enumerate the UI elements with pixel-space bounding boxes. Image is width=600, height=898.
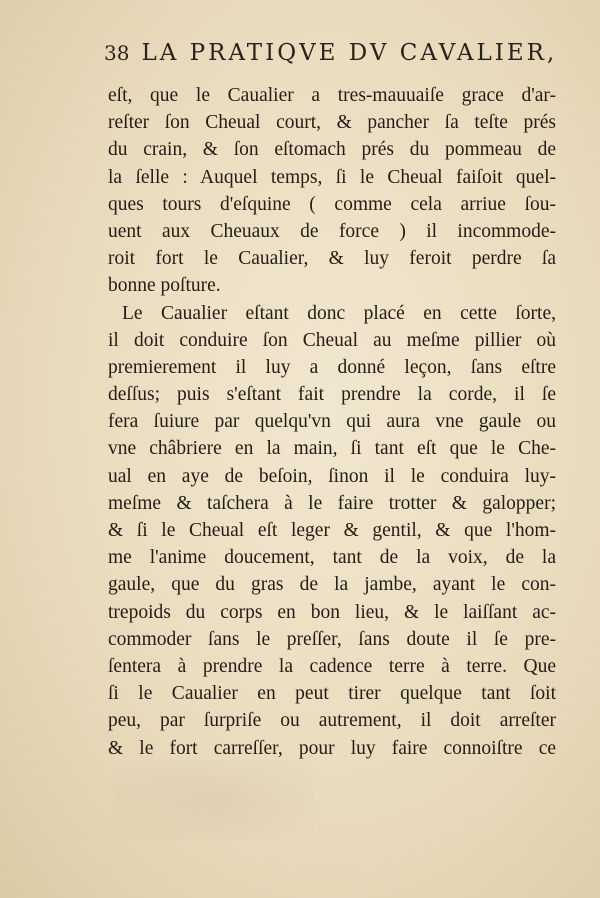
text-line: il doit conduire ſon Cheual au meſme pillier où [108,329,556,351]
text-line: gaule, que du gras de la jambe, ayant le con- [108,574,556,596]
text-line: roit fort le Caualier, & luy feroit perdre ſa [108,248,556,270]
text-line: du crain, & ſon eſtomach prés du pommeau de [108,139,556,161]
text-line: bonne poſture. [108,275,221,297]
text-line: vne châbriere en la main, ſi tant eſt que le Che- [108,438,556,460]
text-line: uent aux Cheuaux de force ) il incommode- [108,220,556,242]
text-line: premierement il luy a donné leçon, ſans eſtre [108,356,556,378]
text-line: la ſelle : Auquel temps, ſi le Cheual faiſoit quel- [108,166,556,188]
paper-stain [114,760,314,840]
text-line: meſme & taſchera à le faire trotter & galopper; [108,492,556,514]
text-line: eſt, que le Caualier a tres-mauuaiſe grace d'ar- [108,85,556,106]
text-line: fera ſuiure par quelqu'vn qui aura vne gaule ou [108,411,556,433]
page-header [104,40,564,80]
text-line: ſi le Caualier en peut tirer quelque tant ſoit [108,683,556,705]
text-line: peu, par ſurpriſe ou autrement, il doit arreſter [108,710,556,732]
text-line: & le fort carreſſer, pour luy faire connoiſtre ce [108,737,556,759]
text-line: reſter ſon Cheual court, & pancher ſa teſte prés [108,112,556,134]
text-line: commoder ſans le preſſer, ſans doute il ſe pre- [108,628,556,650]
page-number: 38 [104,41,130,65]
text-line: me l'anime doucement, tant de la voix, de la [108,547,556,569]
body-text [108,82,556,762]
paragraph-start-line: Le Caualier eſtant donc placé en cette ſorte, [122,302,556,324]
text-line: ques tours d'eſquine ( comme cela arriue ſou- [108,193,556,215]
text-line: ſentera à prendre la cadence terre à terre. Que [108,655,556,677]
running-title: LA PRATIQVE DV CAVALIER, [141,40,558,66]
text-line: deſſus; puis s'eſtant fait prendre la corde, il ſe [108,384,556,406]
text-line: trepoids du corps en bon lieu, & le laiſſant ac- [108,601,556,623]
text-line: ual en aye de beſoin, ſinon il le conduira luy- [108,465,556,487]
text-line: & ſi le Cheual eſt leger & gentil, & que l'hom- [108,520,556,541]
